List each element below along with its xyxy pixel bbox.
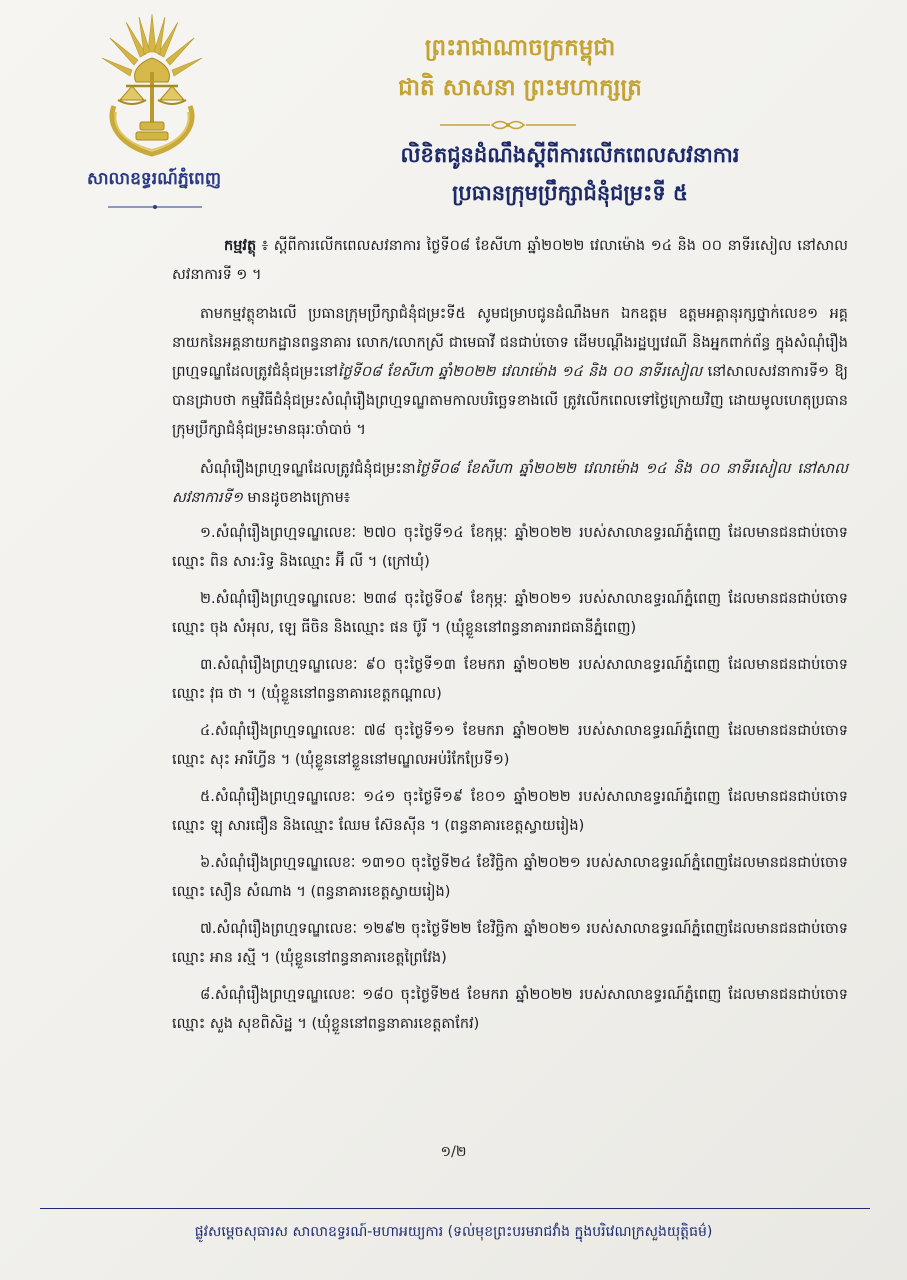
case-item: ៨.សំណុំរឿងព្រហ្មទណ្ឌលេខៈ ១៨០ ចុះថ្ងៃទី២៥ ខែមករា ឆ្នាំ២០២២ របស់សាលាឧទ្ធរណ៍ភ្នំពេញ ដែលមានជនជាប់ចោទឈ្មោះ សួង សុខពិសិដ្ឋ ។ (ឃុំខ្លួននៅពន្ធនាគារខេត្តតាកែវ)	[172, 987, 848, 1032]
notice-paragraph	[172, 300, 848, 445]
document-body	[172, 232, 848, 1047]
case-item: ៥.សំណុំរឿងព្រហ្មទណ្ឌលេខៈ ១៤១ ចុះថ្ងៃទី១៩ ខែ០១ ឆ្នាំ២០២២ របស់សាលាឧទ្ធរណ៍ភ្នំពេញ ដែលមានជនជាប់ចោទឈ្មោះ ឡុ សារជឿន និងឈ្មោះ ឈែម ស៊ែនស៊ីន ។ (ពន្ធនាគារខេត្តស្វាយរៀង)	[172, 789, 848, 834]
subject-text: ៖ ស្តីពីការលើកពេលសវនាការ ថ្ងៃទី០៨ ខែសីហា ឆ្នាំ២០២២ វេលាម៉ោង ១៤ និង ០០ នាទីរសៀល នៅសាលសវនាការទី ១ ។	[172, 238, 848, 283]
page-number: ១/២	[440, 1144, 467, 1160]
case-item: ៧.សំណុំរឿងព្រហ្មទណ្ឌលេខៈ ១២៩២ ចុះថ្ងៃទី២២ ខែវិច្ឆិកា ឆ្នាំ២០២១ របស់សាលាឧទ្ធរណ៍ភ្នំពេញដែលមានជនជាប់ចោទឈ្មោះ អាន រស្មី ។ (ឃុំខ្លួននៅពន្ធនាគារខេត្តព្រៃវែង)	[172, 921, 848, 966]
document-title	[270, 136, 870, 212]
cases-intro-a: សំណុំរឿងព្រហ្មទណ្ឌដែលត្រូវជំនុំជម្រះនា	[200, 461, 416, 477]
case-item: ៤.សំណុំរឿងព្រហ្មទណ្ឌលេខៈ ៧៨ ចុះថ្ងៃទី១១ ខែមករា ឆ្នាំ២០២២ របស់សាលាឧទ្ធរណ៍ភ្នំពេញ ដែលមានជនជាប់ចោទឈ្មោះ សុះ អារីហ្វីន ។ (ឃុំខ្លួននៅខ្លួននៅមណ្ឌលអប់រំកែប្រែទី១)	[172, 723, 848, 768]
subject-paragraph	[172, 232, 848, 290]
cases-intro-c: មានដូចខាងក្រោម៖	[242, 490, 351, 506]
title-line-2: ប្រធានក្រុមប្រឹក្សាជំនុំជម្រះទី ៥	[452, 181, 688, 205]
notice-text-c: នៅសាលសវនាការទី១ ឱ្យបានជ្រាបថា កម្មវិធីជំនុំជម្រះសំណុំរឿងព្រហ្មទណ្ឌតាមកាលបរិច្ឆេទខាងលើ ត្រូវលើកពេលទៅថ្ងៃក្រោយវិញ ដោយមូលហេតុប្រធានក្រុមប្រឹក្សាជំនុំជម្រះមានធុរៈចាំបាច់ ។	[172, 364, 849, 438]
case-item: ៦.សំណុំរឿងព្រហ្មទណ្ឌលេខៈ ១៣១០ ចុះថ្ងៃទី២៤ ខែវិច្ឆិកា ឆ្នាំ២០២១ របស់សាលាឧទ្ធរណ៍ភ្នំពេញដែលមានជនជាប់ចោទឈ្មោះ សឿន សំណាង ។ (ពន្ធនាគារខេត្តស្វាយរៀង)	[172, 855, 848, 900]
subject-label: កម្មវត្ថុ	[224, 238, 257, 254]
case-item: ២.សំណុំរឿងព្រហ្មទណ្ឌលេខៈ ២៣៨ ចុះថ្ងៃទី០៩ ខែកុម្ភៈ ឆ្នាំ២០២១ របស់សាលាឧទ្ធរណ៍ភ្នំពេញ ដែលមានជនជាប់ចោទឈ្មោះ ចុង សំអុល, ឡេ ធីចិន និងឈ្មោះ ផន ប៊ូរី ។ (ឃុំខ្លួននៅពន្ធនាគាររាជធានីភ្នំពេញ)	[172, 591, 848, 636]
cases-intro-date: ថ្ងៃទី០៨ ខែសីហា ឆ្នាំ២០២២ វេលាម៉ោង ១៤ និង ០០ នាទីរសៀល នៅសាលសវនាការទី១	[172, 461, 848, 506]
footer-divider	[40, 1208, 870, 1209]
kingdom-header	[0, 28, 907, 108]
notice-text-a: តាមកម្មវត្ថុខាងលើ ប្រធានក្រុមប្រឹក្សាជំនុំជម្រះទី៥ សូមជម្រាបជូនដំណឹងមក ឯកឧត្តម ឧត្តមអគ្គានុរក្សថ្នាក់លេខ១ អគ្គនាយកនៃអគ្គនាយកដ្ឋានពន្ធនាគារ លោក/លោកស្រី ជាមេធាវី ជនជាប់ចោទ ដើមបណ្តឹងរដ្ឋប្បវេណី និងអ្នកពាក់ព័ន្ធ ក្នុងសំណុំរឿងព្រហ្មទណ្ឌដែលត្រូវជំនុំជម្រះនៅ	[172, 306, 848, 380]
footer-address: ផ្លូវសម្តេចសុធារស សាលាឧទ្ធរណ៍-មហាអយ្យការ (ទល់មុខព្រះបរមរាជវាំង ក្នុងបរិវេណក្រសួងយុត្តិធម៌)	[194, 1224, 713, 1240]
national-motto: ជាតិ សាសនា ព្រះមហាក្សត្រ	[398, 75, 642, 101]
motto-ornament-icon	[440, 118, 576, 132]
notice-date-time: ថ្ងៃទី០៨ ខែសីហា ឆ្នាំ២០២២ វេលាម៉ោង ១៤ និង ០០ នាទីរសៀល	[337, 364, 703, 380]
court-underline-ornament	[108, 204, 202, 210]
case-item: ១.សំណុំរឿងព្រហ្មទណ្ឌលេខៈ ២៧០ ចុះថ្ងៃទី១៤ ខែកុម្ភៈ ឆ្នាំ២០២២ របស់សាលាឧទ្ធរណ៍ភ្នំពេញ ដែលមានជនជាប់ចោទឈ្មោះ ពិន សារ:រិទ្ធ និងឈ្មោះ អ៊ី លី ។ (ក្រៅឃុំ)	[172, 525, 848, 570]
court-name: សាលាឧទ្ធរណ៍ភ្នំពេញ	[86, 169, 222, 189]
kingdom-title: ព្រះរាជាណាចក្រកម្ពុជា	[424, 35, 616, 61]
case-item: ៣.សំណុំរឿងព្រហ្មទណ្ឌលេខៈ ៩០ ចុះថ្ងៃទី១៣ ខែមករា ឆ្នាំ២០២២ របស់សាលាឧទ្ធរណ៍ភ្នំពេញ ដែលមានជនជាប់ចោទឈ្មោះ វុធ ថា ។ (ឃុំខ្លួននៅពន្ធនាគារខេត្តកណ្តាល)	[172, 657, 848, 702]
cases-intro-paragraph	[172, 455, 848, 513]
title-line-1: លិខិតជូនដំណឹងស្តីពីការលើកពេលសវនាការ	[400, 143, 740, 167]
